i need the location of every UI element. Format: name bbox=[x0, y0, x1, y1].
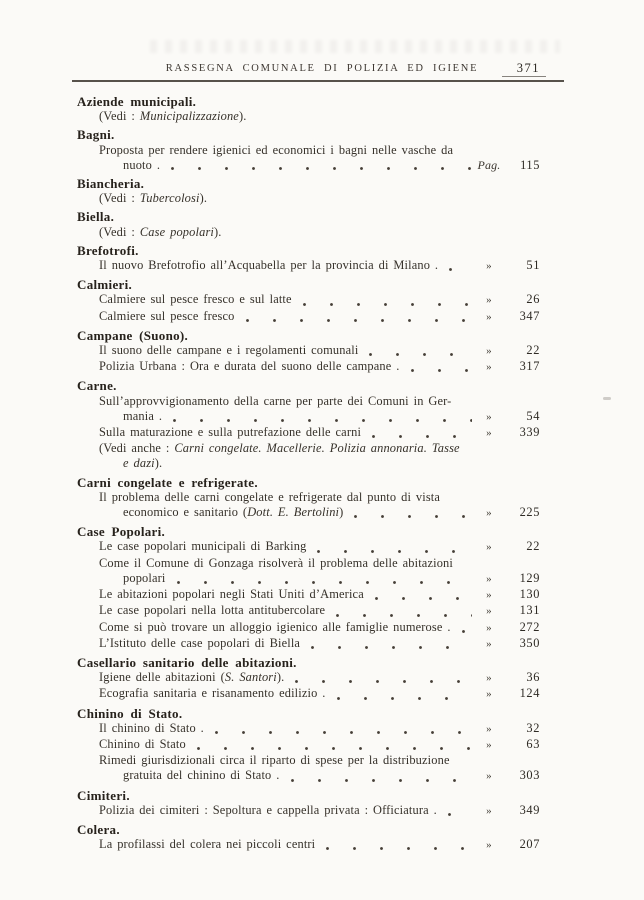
dot-leader bbox=[172, 465, 538, 470]
entry-text bbox=[77, 243, 139, 258]
entry-page-number: 129 bbox=[519, 570, 540, 585]
entry-page-number: 225 bbox=[519, 505, 540, 520]
entry-text-roman-tail: ) bbox=[339, 505, 344, 520]
entry-text-roman: (Vedi : bbox=[99, 224, 140, 239]
index-row bbox=[77, 456, 540, 471]
index-row bbox=[77, 359, 540, 375]
dot-leader bbox=[470, 449, 538, 454]
entry-text bbox=[123, 456, 162, 471]
dot-leader bbox=[374, 596, 472, 601]
index-row bbox=[77, 524, 540, 539]
entry-text bbox=[99, 587, 364, 602]
dot-leader bbox=[310, 645, 472, 650]
header-rule bbox=[72, 80, 564, 82]
index-row bbox=[77, 328, 540, 343]
index-row bbox=[77, 191, 540, 206]
index-row bbox=[77, 143, 540, 158]
entry-text bbox=[99, 686, 326, 701]
dot-leader bbox=[461, 629, 472, 634]
entry-text bbox=[99, 225, 222, 240]
entry-text bbox=[123, 571, 166, 586]
bleed-through-ghost bbox=[150, 40, 560, 53]
entry-text bbox=[77, 328, 188, 343]
index-row bbox=[77, 670, 540, 686]
index-list bbox=[77, 91, 540, 853]
dot-leader bbox=[217, 199, 538, 204]
ditto-mark: » bbox=[486, 294, 492, 307]
entry-text-roman: Il nuovo Brefotrofio all’Acquabella per la provincia di Milano . bbox=[99, 258, 439, 273]
entry-text bbox=[99, 292, 292, 307]
index-row bbox=[77, 768, 540, 784]
dot-leader bbox=[170, 166, 472, 171]
ditto-mark: » bbox=[486, 507, 492, 520]
entry-text-roman: Le case popolari municipali di Barking bbox=[99, 539, 307, 554]
dot-leader bbox=[307, 663, 538, 668]
entry-text bbox=[99, 143, 453, 158]
entry-text-roman: (Vedi : bbox=[99, 109, 140, 124]
entry-text-roman: Biancheria. bbox=[77, 176, 145, 192]
entry-text bbox=[99, 394, 451, 409]
entry-text bbox=[99, 737, 186, 752]
entry-text bbox=[99, 359, 400, 374]
index-row bbox=[77, 176, 540, 191]
index-row bbox=[77, 706, 540, 721]
scan-artifact bbox=[603, 397, 611, 400]
entry-text bbox=[77, 277, 132, 292]
entry-text-roman: popolari bbox=[123, 570, 166, 585]
index-row bbox=[77, 127, 540, 142]
ditto-mark: » bbox=[486, 621, 492, 634]
dot-leader bbox=[154, 184, 538, 189]
index-row bbox=[77, 721, 540, 737]
entry-page-number: 131 bbox=[519, 603, 540, 618]
entry-text bbox=[99, 191, 207, 206]
entry-text-italic: Carni congelate. Macellerie. Polizia annonaria. Tasse bbox=[174, 441, 460, 456]
entry-text bbox=[99, 539, 306, 554]
entry-text bbox=[99, 490, 440, 505]
entry-text bbox=[77, 475, 258, 490]
entry-page-number: 272 bbox=[519, 619, 540, 634]
entry-page-number: 317 bbox=[519, 359, 540, 374]
entry-text-roman: L’Istituto delle case popolari di Biella bbox=[99, 635, 301, 650]
dot-leader bbox=[335, 613, 472, 618]
dot-leader bbox=[172, 418, 472, 423]
entry-text-roman: La profilassi del colera nei piccoli centri bbox=[99, 837, 316, 852]
entry-text bbox=[99, 309, 235, 324]
entry-text-roman-tail: ). bbox=[154, 456, 163, 471]
index-row bbox=[77, 475, 540, 490]
entry-page-number: 130 bbox=[519, 587, 540, 602]
entry-text-italic: Tubercolosi bbox=[139, 191, 200, 206]
entry-text bbox=[77, 524, 165, 539]
entry-text bbox=[99, 441, 460, 456]
entry-text-roman: Igiene delle abitazioni ( bbox=[99, 670, 225, 685]
ditto-mark: » bbox=[486, 345, 492, 358]
index-row bbox=[77, 225, 540, 240]
index-row bbox=[77, 788, 540, 803]
entry-text bbox=[99, 109, 247, 124]
entry-text bbox=[99, 425, 361, 440]
page-header bbox=[0, 61, 644, 79]
entry-page-number: 54 bbox=[526, 408, 540, 423]
entry-text bbox=[99, 556, 453, 571]
dot-leader bbox=[460, 761, 538, 766]
ditto-mark: » bbox=[486, 839, 492, 852]
entry-text bbox=[77, 378, 117, 393]
entry-page-number: 339 bbox=[519, 425, 540, 440]
dot-leader bbox=[336, 696, 472, 701]
entry-text-roman: Rimedi giurisdizionali circa il riparto di spese per la distribuzione bbox=[99, 753, 450, 768]
entry-page-number: 36 bbox=[526, 670, 540, 685]
index-row bbox=[77, 425, 540, 441]
entry-text bbox=[99, 636, 300, 651]
entry-text-roman: Bagni. bbox=[77, 127, 115, 143]
ditto-mark: » bbox=[486, 361, 492, 374]
entry-text-roman-tail: ). bbox=[238, 109, 247, 124]
entry-page-number: 51 bbox=[526, 258, 540, 273]
entry-text-roman: (Vedi : bbox=[99, 191, 140, 206]
ditto-mark: » bbox=[486, 688, 492, 701]
entry-text-roman: Le abitazioni popolari negli Stati Uniti d’America bbox=[99, 587, 364, 602]
entry-text bbox=[123, 158, 160, 173]
entry-text-roman: Chinino di Stato bbox=[99, 736, 186, 751]
dot-leader bbox=[371, 434, 472, 439]
entry-text bbox=[77, 706, 182, 721]
dot-leader bbox=[130, 830, 538, 835]
dot-leader bbox=[232, 233, 538, 238]
ditto-mark: Pag. bbox=[477, 157, 501, 172]
entry-text bbox=[99, 670, 284, 685]
entry-text-roman: Campane (Suono). bbox=[77, 327, 189, 343]
entry-text-roman: Calmiere sul pesce fresco e sul latte bbox=[99, 292, 292, 307]
index-row bbox=[77, 343, 540, 359]
entry-text-roman: Carni congelate e refrigerate. bbox=[77, 474, 258, 490]
entry-text-roman: Colera. bbox=[77, 821, 120, 837]
dot-leader bbox=[196, 746, 472, 751]
index-row bbox=[77, 394, 540, 409]
entry-text-roman: Biella. bbox=[77, 209, 115, 225]
index-row bbox=[77, 655, 540, 670]
index-row bbox=[77, 158, 540, 173]
entry-page-number: 124 bbox=[519, 686, 540, 701]
dot-leader bbox=[149, 251, 538, 256]
entry-text-roman: mania . bbox=[123, 408, 163, 423]
ditto-mark: » bbox=[486, 770, 492, 783]
index-row bbox=[77, 109, 540, 124]
entry-text-roman: Casellario sanitario delle abitazioni. bbox=[77, 654, 297, 670]
index-row bbox=[77, 571, 540, 587]
index-row bbox=[77, 409, 540, 425]
ditto-mark: » bbox=[486, 738, 492, 751]
entry-page-number: 115 bbox=[520, 157, 540, 172]
ditto-mark: » bbox=[486, 541, 492, 554]
entry-text bbox=[99, 837, 315, 852]
entry-text-roman: Brefotrofi. bbox=[77, 242, 139, 258]
entry-text bbox=[77, 209, 114, 224]
entry-text bbox=[99, 343, 358, 358]
entry-text bbox=[99, 620, 451, 635]
entry-page-number: 32 bbox=[526, 720, 540, 735]
index-row bbox=[77, 587, 540, 603]
index-row bbox=[77, 94, 540, 109]
dot-leader bbox=[176, 580, 473, 585]
entry-text-roman: Proposta per rendere igienici ed economici i bagni nelle vasche da bbox=[99, 142, 454, 157]
index-row bbox=[77, 822, 540, 837]
index-row bbox=[77, 753, 540, 768]
index-row bbox=[77, 737, 540, 753]
entry-text bbox=[77, 788, 130, 803]
entry-text bbox=[77, 127, 115, 142]
entry-text-roman: Aziende municipali. bbox=[77, 94, 197, 109]
dot-leader bbox=[447, 812, 472, 817]
index-row bbox=[77, 441, 540, 456]
dot-leader bbox=[294, 679, 472, 684]
page-number: 371 bbox=[516, 61, 540, 75]
index-row bbox=[77, 258, 540, 274]
entry-page-number: 350 bbox=[519, 635, 540, 650]
index-row bbox=[77, 539, 540, 555]
entry-text-roman-tail: ). bbox=[214, 224, 222, 239]
entry-text-roman: Ecografia sanitaria e risanamento edilizio . bbox=[99, 686, 326, 701]
ditto-mark: » bbox=[486, 427, 492, 440]
entry-page-number: 347 bbox=[519, 308, 540, 323]
dot-leader bbox=[302, 302, 472, 307]
ditto-mark: » bbox=[486, 589, 492, 602]
dot-leader bbox=[175, 532, 538, 537]
entry-text-roman: Cimiteri. bbox=[77, 787, 130, 803]
entry-text-roman: Polizia dei cimiteri : Sepoltura e cappella privata : Officiatura . bbox=[99, 802, 437, 817]
index-row bbox=[77, 686, 540, 702]
entry-text-roman: Come si può trovare un alloggio igienico alle famiglie numerose . bbox=[99, 619, 451, 634]
ditto-mark: » bbox=[486, 804, 492, 817]
dot-leader bbox=[140, 796, 538, 801]
entry-page-number: 207 bbox=[519, 837, 540, 852]
dot-leader bbox=[410, 368, 472, 373]
entry-page-number: 63 bbox=[526, 736, 540, 751]
dot-leader bbox=[316, 549, 472, 554]
entry-text-roman: Il problema delle carni congelate e refrigerate dal punto di vista bbox=[99, 489, 441, 504]
ditto-mark: » bbox=[486, 410, 492, 423]
entry-text-italic: Dott. E. Bertolini bbox=[247, 505, 340, 520]
entry-page-number: 22 bbox=[526, 539, 540, 554]
index-row bbox=[77, 620, 540, 636]
index-row bbox=[77, 505, 540, 521]
entry-text-roman: economico e sanitario ( bbox=[123, 505, 248, 520]
dot-leader bbox=[206, 102, 538, 107]
entry-text-roman: Polizia Urbana : Ora e durata del suono delle campane . bbox=[99, 359, 400, 374]
entry-text-roman: Le case popolari nella lotta antitubercolare bbox=[99, 603, 326, 618]
dot-leader bbox=[353, 514, 472, 519]
ditto-mark: » bbox=[486, 605, 492, 618]
entry-text-italic: Municipalizzazione bbox=[139, 109, 239, 124]
entry-page-number: 26 bbox=[526, 292, 540, 307]
index-row bbox=[77, 209, 540, 224]
dot-leader bbox=[463, 564, 538, 569]
dot-leader bbox=[448, 267, 472, 272]
index-row bbox=[77, 277, 540, 292]
ditto-mark: » bbox=[486, 572, 492, 585]
dot-leader bbox=[450, 498, 538, 503]
entry-text-roman-tail: ). bbox=[276, 670, 285, 685]
page-number-rule bbox=[502, 76, 546, 77]
entry-text-roman: Calmiere sul pesce fresco bbox=[99, 308, 235, 323]
dot-leader bbox=[368, 352, 472, 357]
entry-text bbox=[99, 721, 204, 736]
dot-leader bbox=[198, 336, 538, 341]
entry-text-roman: Come il Comune di Gonzaga risolverà il problema delle abitazioni bbox=[99, 555, 453, 570]
ditto-mark: » bbox=[486, 672, 492, 685]
dot-leader bbox=[325, 846, 472, 851]
entry-text-italic: e dazi bbox=[123, 456, 155, 471]
index-row bbox=[77, 556, 540, 571]
index-row bbox=[77, 378, 540, 393]
ditto-mark: » bbox=[486, 722, 492, 735]
entry-text bbox=[77, 822, 120, 837]
entry-text-roman-tail: ). bbox=[199, 191, 208, 206]
dot-leader bbox=[463, 151, 538, 156]
entry-text-italic: Case popolari bbox=[139, 224, 215, 239]
index-row bbox=[77, 243, 540, 258]
entry-text-roman: nuoto . bbox=[123, 157, 161, 172]
entry-text bbox=[123, 768, 280, 783]
entry-text bbox=[99, 603, 325, 618]
entry-page-number: 303 bbox=[519, 768, 540, 783]
dot-leader bbox=[125, 136, 538, 141]
dot-leader bbox=[268, 483, 538, 488]
dot-leader bbox=[192, 714, 538, 719]
dot-leader bbox=[461, 402, 538, 407]
dot-leader bbox=[127, 387, 538, 392]
entry-text bbox=[123, 409, 162, 424]
entry-text-roman: Case Popolari. bbox=[77, 524, 166, 540]
entry-text bbox=[99, 753, 450, 768]
entry-text bbox=[77, 176, 144, 191]
entry-text-roman: Carne. bbox=[77, 378, 117, 394]
dot-leader bbox=[124, 218, 538, 223]
index-row bbox=[77, 837, 540, 853]
entry-text bbox=[123, 505, 343, 520]
entry-text-roman: (Vedi anche : bbox=[99, 441, 175, 456]
entry-text bbox=[99, 803, 437, 818]
entry-text-roman: Chinino di Stato. bbox=[77, 705, 183, 721]
index-row bbox=[77, 803, 540, 819]
entry-text-roman: Sull’approvvigionamento della carne per parte dei Comuni in Ger- bbox=[99, 393, 452, 408]
index-row bbox=[77, 292, 540, 308]
ditto-mark: » bbox=[486, 637, 492, 650]
ditto-mark: » bbox=[486, 260, 492, 273]
entry-text-roman: Il chinino di Stato . bbox=[99, 720, 204, 735]
entry-page-number: 349 bbox=[519, 802, 540, 817]
dot-leader bbox=[214, 730, 472, 735]
entry-text-italic: S. Santori bbox=[224, 670, 277, 685]
entry-text-roman: Il suono delle campane e i regolamenti comunali bbox=[99, 343, 359, 358]
entry-text bbox=[99, 258, 438, 273]
running-title: RASSEGNA COMUNALE DI POLIZIA ED IGIENE bbox=[165, 63, 479, 74]
entry-text bbox=[77, 655, 297, 670]
index-row bbox=[77, 490, 540, 505]
dot-leader bbox=[257, 117, 539, 122]
index-row bbox=[77, 309, 540, 325]
entry-text-roman: Calmieri. bbox=[77, 277, 133, 293]
entry-text bbox=[77, 94, 196, 109]
entry-text-roman: gratuita del chinino di Stato . bbox=[123, 768, 280, 783]
dot-leader bbox=[142, 285, 538, 290]
dot-leader bbox=[245, 318, 473, 323]
index-row bbox=[77, 636, 540, 652]
entry-page-number: 22 bbox=[526, 343, 540, 358]
index-row bbox=[77, 603, 540, 619]
dot-leader bbox=[290, 778, 473, 783]
entry-text-roman: Sulla maturazione e sulla putrefazione delle carni bbox=[99, 425, 362, 440]
ditto-mark: » bbox=[486, 310, 492, 323]
